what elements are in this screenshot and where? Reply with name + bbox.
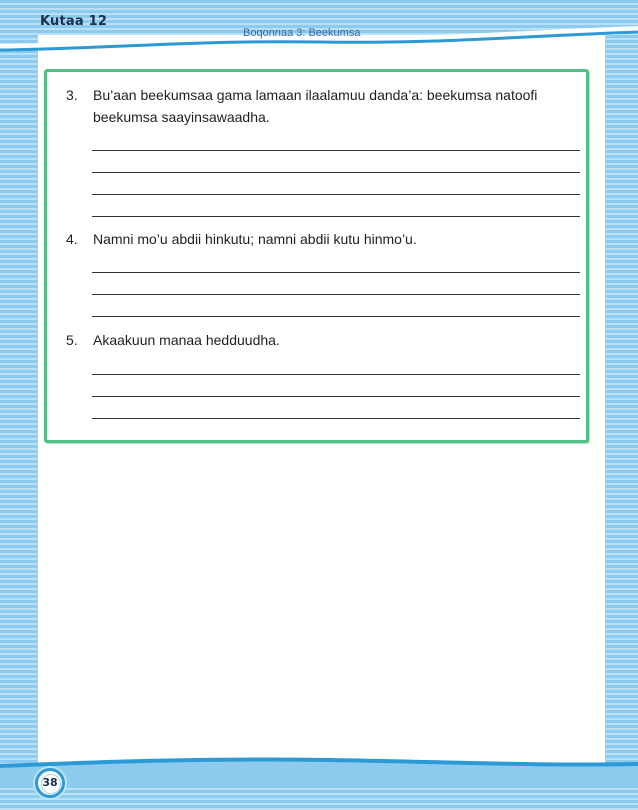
page-number: 38 xyxy=(42,776,58,789)
answer-line[interactable] xyxy=(92,294,580,295)
question-text: Bu’aan beekumsaa gama lamaan ilaalamuu danda’a: beekumsa natoofi beekumsa saayinsawaadha. xyxy=(93,87,538,125)
bottom-wave-decoration xyxy=(0,748,638,788)
answer-line[interactable] xyxy=(92,316,580,317)
grade-label: Kutaa 12 xyxy=(40,14,108,29)
exercise-box xyxy=(44,69,589,443)
answer-line[interactable] xyxy=(92,216,580,217)
answer-line[interactable] xyxy=(92,172,580,173)
answer-line[interactable] xyxy=(92,150,580,151)
question-text: Akaakuun manaa hedduudha. xyxy=(93,332,280,348)
answer-line[interactable] xyxy=(92,418,580,419)
answer-line[interactable] xyxy=(92,194,580,195)
question-number: 5. xyxy=(66,332,78,348)
question-number: 4. xyxy=(66,231,78,247)
question-number: 3. xyxy=(66,87,78,103)
page-number-badge xyxy=(35,768,65,798)
answer-line[interactable] xyxy=(92,374,580,375)
unit-title: Boqonnaa 3: Beekumsa xyxy=(243,27,361,39)
answer-line[interactable] xyxy=(92,396,580,397)
question-text: Namni mo’u abdii hinkutu; namni abdii kutu hinmo’u. xyxy=(93,231,417,247)
answer-line[interactable] xyxy=(92,272,580,273)
